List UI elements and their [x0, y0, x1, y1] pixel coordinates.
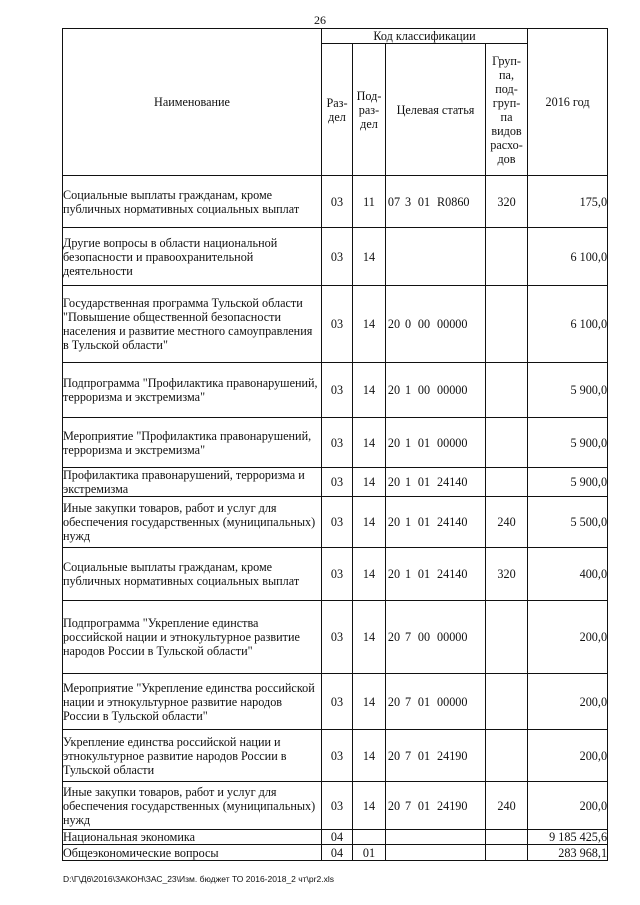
row-expense-group: [486, 228, 528, 286]
row-target-article: [386, 286, 486, 363]
target-article-part: 20: [387, 694, 401, 709]
header-section: Раз- дел: [322, 44, 353, 176]
row-amount: 6 100,0: [528, 228, 608, 286]
header-group: Груп- па, под- груп- па видов расхо- дов: [486, 44, 528, 176]
row-amount: 9 185 425,6: [528, 830, 608, 845]
row-expense-group: [486, 845, 528, 861]
table-row: [63, 830, 608, 845]
target-article-part: 01: [417, 798, 431, 813]
target-article-part: 01: [417, 515, 431, 529]
row-name: Иные закупки товаров, работ и услуг для обеспечения государственных (муниципальных) нужд: [63, 782, 322, 830]
row-expense-group: 240: [486, 782, 528, 830]
page-number: 26: [314, 13, 326, 27]
table-row: [63, 176, 608, 228]
row-name: Мероприятие "Укрепление единства российской нации и этнокультурное развитие народов России в Тульской области": [63, 674, 322, 730]
row-subsection: 14: [353, 418, 386, 468]
table-row: [63, 286, 608, 363]
row-amount: 283 968,1: [528, 845, 608, 861]
row-name: Мероприятие "Профилактика правонарушений, терроризма и экстремизма": [63, 418, 322, 468]
target-article-part: 20: [387, 435, 401, 450]
row-amount: 6 100,0: [528, 286, 608, 363]
row-amount: 200,0: [528, 730, 608, 782]
row-target-article: [386, 830, 486, 845]
target-article-part: 1: [404, 567, 412, 581]
row-subsection: 14: [353, 782, 386, 830]
target-article-part: 00000: [437, 383, 468, 397]
table-row: [63, 228, 608, 286]
row-expense-group: [486, 674, 528, 730]
budget-table: [62, 28, 608, 861]
target-article-part: 20: [387, 748, 401, 763]
row-section: 03: [322, 286, 353, 363]
row-expense-group: [486, 601, 528, 674]
table-row: [63, 468, 608, 497]
target-article-part: 20: [387, 475, 401, 489]
row-expense-group: [486, 730, 528, 782]
target-article-part: 00000: [437, 630, 468, 644]
row-expense-group: [486, 286, 528, 363]
row-expense-group: 240: [486, 497, 528, 548]
target-article-part: 3: [404, 194, 412, 209]
target-article-part: 00: [417, 317, 431, 331]
row-name: Иные закупки товаров, работ и услуг для обеспечения государственных (муниципальных) нужд: [63, 497, 322, 548]
row-section: 04: [322, 830, 353, 845]
row-target-article: [386, 601, 486, 674]
table-row: [63, 548, 608, 601]
header-target: Целевая статья: [386, 44, 486, 176]
row-subsection: 11: [353, 176, 386, 228]
row-name: Подпрограмма "Укрепление единства российской нации и этнокультурное развитие народов России в Тульской области": [63, 601, 322, 674]
target-article-part: 00000: [437, 435, 468, 450]
row-target-article: [386, 845, 486, 861]
header-name: Наименование: [63, 29, 322, 176]
row-amount: 5 900,0: [528, 418, 608, 468]
row-expense-group: [486, 468, 528, 497]
row-target-article: [386, 548, 486, 601]
target-article-part: 1: [404, 515, 412, 529]
row-amount: 5 900,0: [528, 468, 608, 497]
table-row: [63, 674, 608, 730]
row-section: 03: [322, 363, 353, 418]
table-row: [63, 418, 608, 468]
target-article-part: 20: [387, 317, 401, 331]
row-expense-group: [486, 418, 528, 468]
header-subsection: Под- раз- дел: [353, 44, 386, 176]
row-subsection: [353, 830, 386, 845]
row-target-article: [386, 176, 486, 228]
row-subsection: 14: [353, 468, 386, 497]
row-section: 03: [322, 730, 353, 782]
target-article-part: 20: [387, 798, 401, 813]
row-section: 03: [322, 782, 353, 830]
row-section: 03: [322, 601, 353, 674]
row-section: 04: [322, 845, 353, 861]
table-row: [63, 782, 608, 830]
row-subsection: 01: [353, 845, 386, 861]
row-section: 03: [322, 418, 353, 468]
row-target-article: [386, 363, 486, 418]
row-subsection: 14: [353, 674, 386, 730]
target-article-part: 00: [417, 383, 431, 397]
target-article-part: 00000: [437, 317, 468, 331]
row-subsection: 14: [353, 497, 386, 548]
row-name: Социальные выплаты гражданам, кроме публичных нормативных социальных выплат: [63, 176, 322, 228]
row-expense-group: [486, 363, 528, 418]
row-name: Социальные выплаты гражданам, кроме публичных нормативных социальных выплат: [63, 548, 322, 601]
target-article-part: 1: [404, 383, 412, 397]
target-article-part: 00: [417, 630, 431, 644]
row-name: Укрепление единства российской нации и этнокультурное развитие народов России в Тульской области: [63, 730, 322, 782]
target-article-part: 01: [417, 694, 431, 709]
target-article-part: 7: [404, 694, 412, 709]
row-section: 03: [322, 468, 353, 497]
row-subsection: 14: [353, 363, 386, 418]
target-article-part: 01: [417, 435, 431, 450]
target-article-part: 20: [387, 567, 401, 581]
table-row: [63, 730, 608, 782]
target-article-part: 20: [387, 630, 401, 644]
row-name: Государственная программа Тульской области "Повышение общественной безопасности населения и развитие местного самоуправления в Тульской области": [63, 286, 322, 363]
target-article-part: 01: [417, 475, 431, 489]
target-article-part: 07: [387, 194, 401, 209]
row-subsection: 14: [353, 730, 386, 782]
row-section: 03: [322, 228, 353, 286]
target-article-part: R0860: [437, 194, 470, 209]
target-article-part: 1: [404, 435, 412, 450]
target-article-part: 20: [387, 383, 401, 397]
row-section: 03: [322, 497, 353, 548]
row-subsection: 14: [353, 286, 386, 363]
row-target-article: [386, 228, 486, 286]
row-section: 03: [322, 176, 353, 228]
target-article-part: 24190: [437, 748, 468, 763]
row-amount: 175,0: [528, 176, 608, 228]
row-target-article: [386, 674, 486, 730]
row-target-article: [386, 730, 486, 782]
row-amount: 200,0: [528, 782, 608, 830]
row-section: 03: [322, 548, 353, 601]
row-amount: 5 900,0: [528, 363, 608, 418]
target-article-part: 7: [404, 748, 412, 763]
row-name: Профилактика правонарушений, терроризма и экстремизма: [63, 468, 322, 497]
target-article-part: 01: [417, 194, 431, 209]
table-row: [63, 601, 608, 674]
target-article-part: 01: [417, 748, 431, 763]
row-subsection: 14: [353, 228, 386, 286]
target-article-part: 0: [404, 317, 412, 331]
file-path-footer: D:\Г\Д6\2016\ЗАКОН\ЗАС_23\Изм. бюджет ТО 2016-2018_2 чт\pr2.xls: [63, 874, 334, 884]
row-target-article: [386, 782, 486, 830]
table-row: [63, 363, 608, 418]
target-article-part: 24140: [437, 515, 468, 529]
row-target-article: [386, 418, 486, 468]
row-name: Общеэкономические вопросы: [63, 845, 322, 861]
row-subsection: 14: [353, 548, 386, 601]
target-article-part: 00000: [437, 694, 468, 709]
row-expense-group: 320: [486, 548, 528, 601]
row-target-article: [386, 468, 486, 497]
row-name: Подпрограмма "Профилактика правонарушений, терроризма и экстремизма": [63, 363, 322, 418]
target-article-part: 24140: [437, 475, 468, 489]
target-article-part: 24190: [437, 798, 468, 813]
header-year: 2016 год: [528, 29, 608, 176]
row-expense-group: 320: [486, 176, 528, 228]
row-amount: 400,0: [528, 548, 608, 601]
target-article-part: 7: [404, 798, 412, 813]
row-section: 03: [322, 674, 353, 730]
target-article-part: 7: [404, 630, 412, 644]
header-code: Код классификации: [322, 29, 528, 44]
row-amount: 200,0: [528, 674, 608, 730]
table-row: [63, 845, 608, 861]
row-amount: 200,0: [528, 601, 608, 674]
target-article-part: 20: [387, 515, 401, 529]
row-name: Национальная экономика: [63, 830, 322, 845]
row-target-article: [386, 497, 486, 548]
row-name: Другие вопросы в области национальной безопасности и правоохранительной деятельности: [63, 228, 322, 286]
target-article-part: 01: [417, 567, 431, 581]
row-expense-group: [486, 830, 528, 845]
target-article-part: 1: [404, 475, 412, 489]
row-amount: 5 500,0: [528, 497, 608, 548]
table-row: [63, 497, 608, 548]
row-subsection: 14: [353, 601, 386, 674]
target-article-part: 24140: [437, 567, 468, 581]
